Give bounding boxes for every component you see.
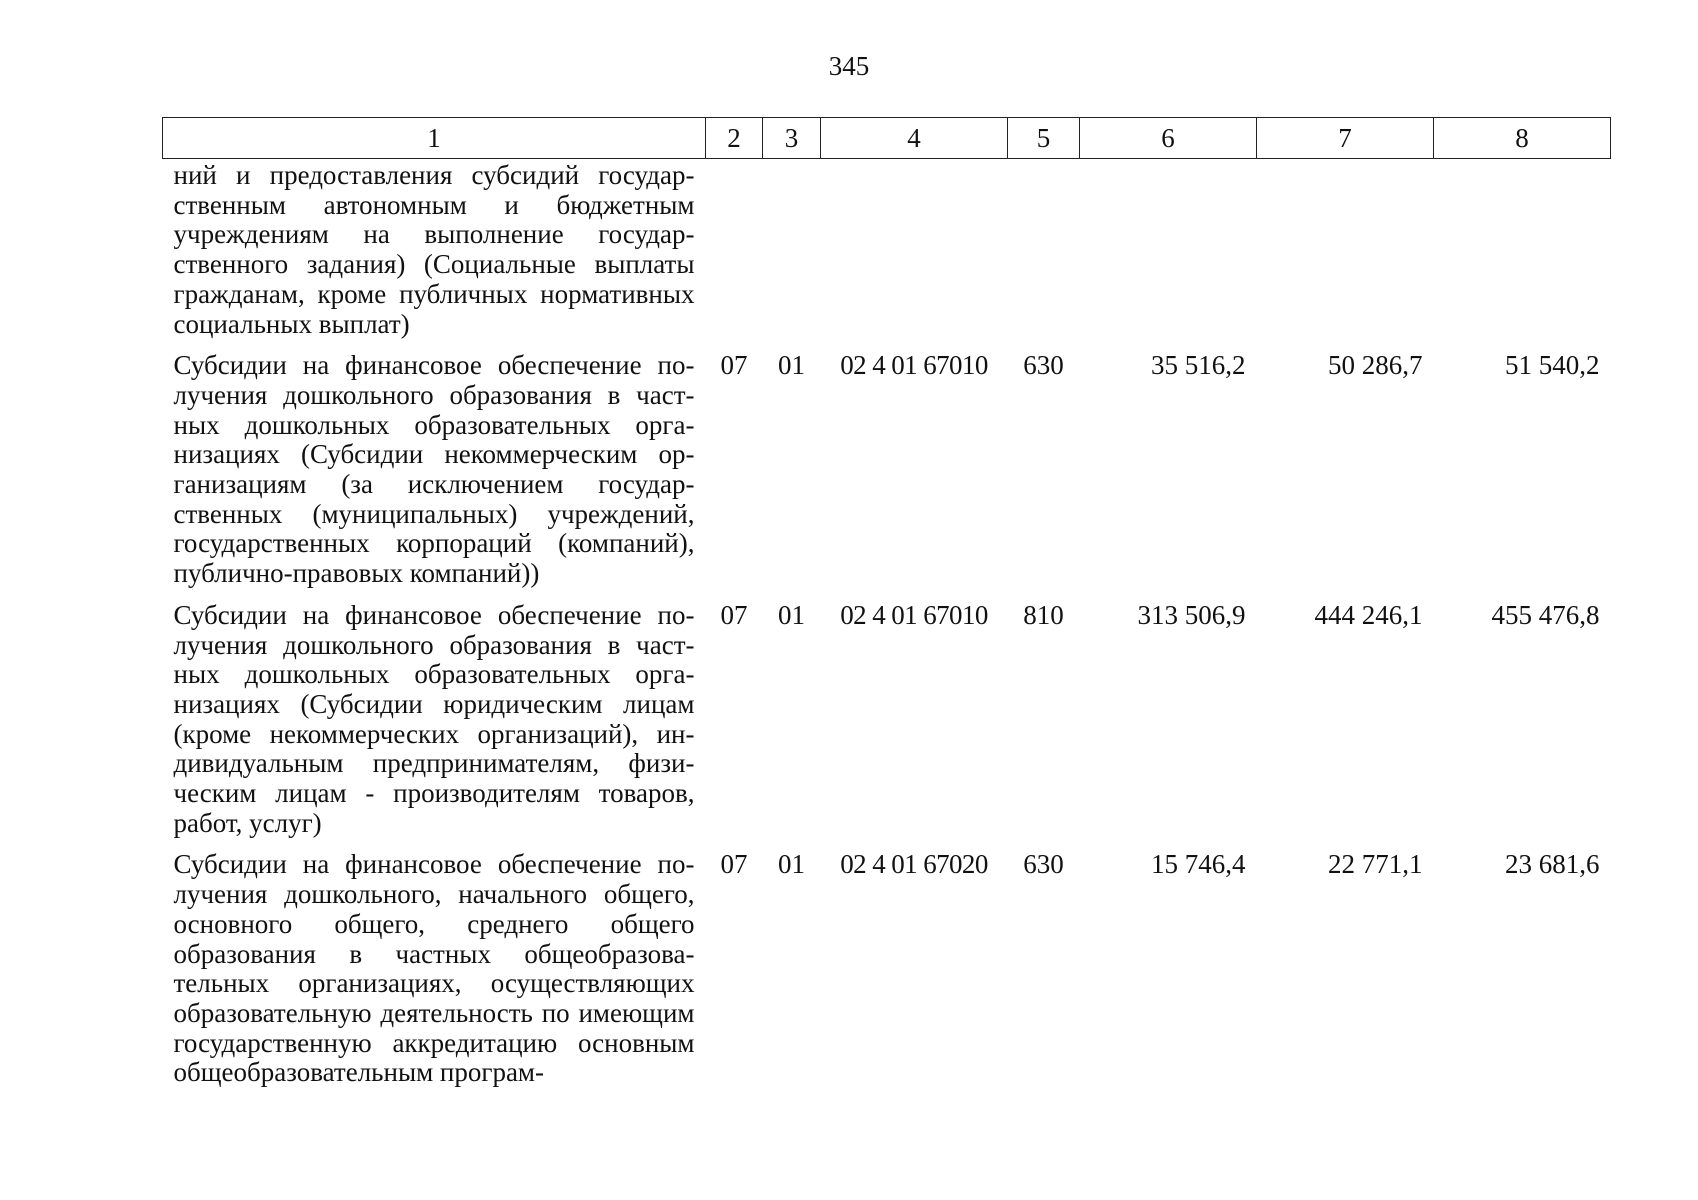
row-description: Субсидии на финансовое обеспечение получения дошкольного образования в частных дошкольных образовательных организациях (Субсидии юридическим лицам (кроме некоммерческих организаций), индивидуальным предпринимателям, физическим лицам - производителям товаров, работ, услуг): [173, 599, 695, 838]
row-expense-type: 810: [1023, 599, 1064, 630]
table-row: [163, 159, 1611, 340]
row-description: ний и предоставления субсидий государственным автономным и бюджетным учреждениям на выполнение государственного задания) (Социальные выплаты гражданам, кроме публичных нормативных социальных выплат): [173, 160, 695, 339]
header-row: [163, 118, 1611, 159]
row-amount-col6: 313 506,9: [1137, 599, 1246, 630]
row-amount-col6: [1080, 159, 1257, 340]
row-subsection: 01: [778, 849, 805, 880]
header-col-4: 4: [821, 118, 1008, 159]
row-amount-col7: 50 286,7: [1328, 350, 1423, 381]
row-amount-col8: 51 540,2: [1505, 350, 1600, 381]
row-amount-col8: [1434, 159, 1611, 340]
row-description: Субсидии на финансовое обеспечение получения дошкольного, начального общего, основного общего, среднего общего образования в частных общеобразовательных организациях, осуществляющих образовательную деятельность по имеющим государственную аккредитацию основным общеобразовательным програм-: [173, 849, 695, 1088]
header-col-8: 8: [1434, 118, 1611, 159]
row-target-article: 02 4 01 67010: [840, 599, 988, 630]
table-body: [163, 159, 1611, 1089]
row-expense-type: 630: [1023, 849, 1064, 880]
row-target-article: [821, 159, 1008, 340]
table-row: [163, 589, 1611, 839]
row-expense-type: [1008, 159, 1080, 340]
row-description: Субсидии на финансовое обеспечение получения дошкольного образования в частных дошкольных образовательных организациях (Субсидии некоммерческим организациям (за исключением государственных (муниципальных) учреждений, государственных корпораций (компаний), публично-правовых компаний)): [173, 350, 695, 589]
table-row: [163, 838, 1611, 1088]
row-section: [706, 159, 763, 340]
row-target-article: 02 4 01 67010: [840, 350, 988, 381]
row-amount-col7: 22 771,1: [1328, 849, 1423, 880]
row-section: 07: [720, 599, 748, 630]
row-subsection: [763, 159, 821, 340]
row-amount-col8: 23 681,6: [1505, 849, 1600, 880]
header-col-6: 6: [1080, 118, 1257, 159]
row-amount-col8: 455 476,8: [1491, 599, 1600, 630]
row-section: 07: [720, 849, 748, 880]
header-col-1: 1: [163, 118, 706, 159]
header-col-3: 3: [763, 118, 821, 159]
header-col-5: 5: [1008, 118, 1080, 159]
row-subsection: 01: [778, 599, 805, 630]
row-section: 07: [720, 350, 748, 381]
header-col-2: 2: [706, 118, 763, 159]
row-amount-col6: 35 516,2: [1151, 350, 1246, 381]
row-amount-col6: 15 746,4: [1151, 849, 1246, 880]
page-number: 345: [828, 51, 870, 81]
table-header: [163, 118, 1611, 159]
row-target-article: 02 4 01 67020: [840, 849, 988, 880]
row-amount-col7: 444 246,1: [1314, 599, 1423, 630]
header-col-7: 7: [1257, 118, 1434, 159]
table-row: [163, 339, 1611, 589]
row-amount-col7: [1257, 159, 1434, 340]
row-subsection: 01: [778, 350, 805, 381]
row-expense-type: 630: [1023, 350, 1064, 381]
budget-table: [162, 117, 1611, 1088]
